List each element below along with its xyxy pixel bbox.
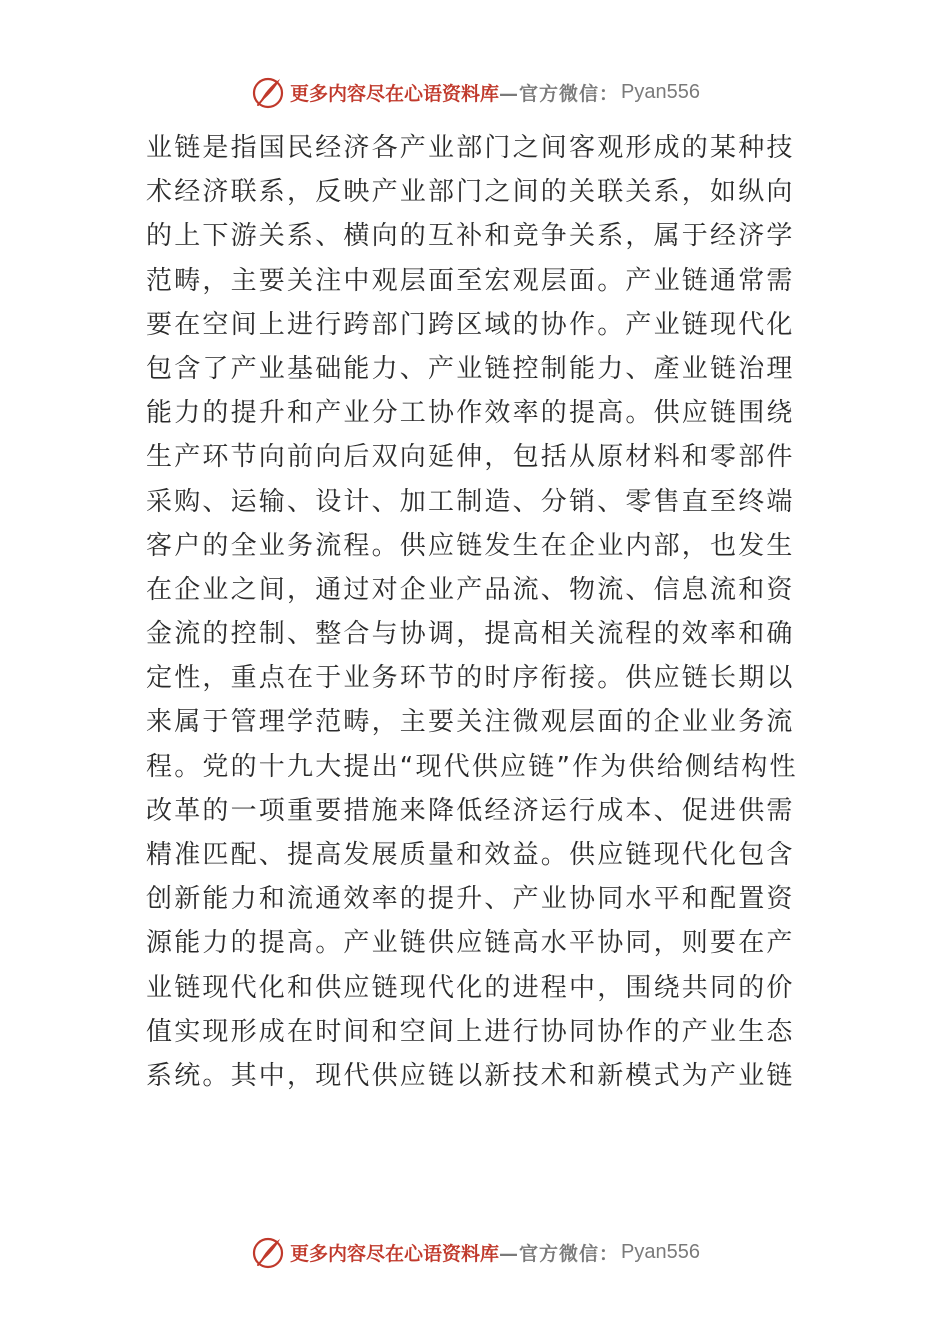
- body-line: 业链现代化和供应链现代化的进程中，围绕共同的价: [146, 972, 795, 1003]
- body-line: 程。党的十九大提出“现代供应链”作为供给侧结构性: [146, 751, 798, 782]
- header-wechat-label: —官方微信：: [499, 82, 620, 105]
- header-wechat-id: Pyan556: [621, 80, 700, 103]
- body-line: 范畴，主要关注中观层面至宏观层面。产业链通常需: [146, 265, 795, 296]
- footer-banner: [0, 1232, 950, 1272]
- body-line: 客户的全业务流程。供应链发生在企业内部，也发生: [146, 530, 795, 561]
- body-line: 生产环节向前向后双向延伸，包括从原材料和零部件: [146, 442, 795, 473]
- body-line: 金流的控制、整合与协调，提高相关流程的效率和确: [146, 619, 795, 650]
- body-line: 包含了产业基础能力、产业链控制能力、產业链治理: [146, 353, 795, 384]
- body-line: 在企业之间，通过对企业产品流、物流、信息流和资: [146, 574, 795, 605]
- body-line: 定性，重点在于业务环节的时序衔接。供应链长期以: [146, 663, 795, 694]
- body-line: 要在空间上进行跨部门跨区域的协作。产业链现代化: [146, 309, 795, 340]
- header-title: 更多内容尽在心语资料库: [290, 82, 500, 105]
- body-line: 改革的一项重要措施来降低经济运行成本、促进供需: [146, 795, 795, 826]
- body-line: 采购、运输、设计、加工制造、分销、零售直至终端: [146, 486, 795, 517]
- body-line: 来属于管理学范畴，主要关注微观层面的企业业务流: [146, 707, 795, 738]
- body-line: 系统。其中，现代供应链以新技术和新模式为产业链: [146, 1060, 795, 1091]
- header-banner: [0, 72, 950, 112]
- body-line: 精准匹配、提高发展质量和效益。供应链现代化包含: [146, 840, 795, 870]
- body-line: 术经济联系，反映产业部门之间的关联关系，如纵向: [146, 177, 795, 208]
- body-line: 的上下游关系、横向的互补和竞争关系，属于经济学: [146, 221, 795, 252]
- quill-pen-logo-icon: [250, 74, 286, 110]
- body-line: 值实现形成在时间和空间上进行协同协作的产业生态: [146, 1016, 795, 1047]
- footer-wechat-id: Pyan556: [621, 1240, 700, 1263]
- body-line: 源能力的提高。产业链供应链高水平协同，则要在产: [146, 928, 795, 959]
- footer-title: 更多内容尽在心语资料库: [290, 1242, 500, 1265]
- body-line: 能力的提升和产业分工协作效率的提高。供应链围绕: [146, 398, 795, 429]
- body-line: 创新能力和流通效率的提升、产业协同水平和配置资: [146, 884, 795, 915]
- quill-pen-logo-icon: [250, 1234, 286, 1270]
- article-body: [146, 126, 806, 1098]
- body-line: 业链是指国民经济各产业部门之间客观形成的某种技: [146, 133, 795, 163]
- footer-wechat-label: —官方微信：: [499, 1242, 620, 1265]
